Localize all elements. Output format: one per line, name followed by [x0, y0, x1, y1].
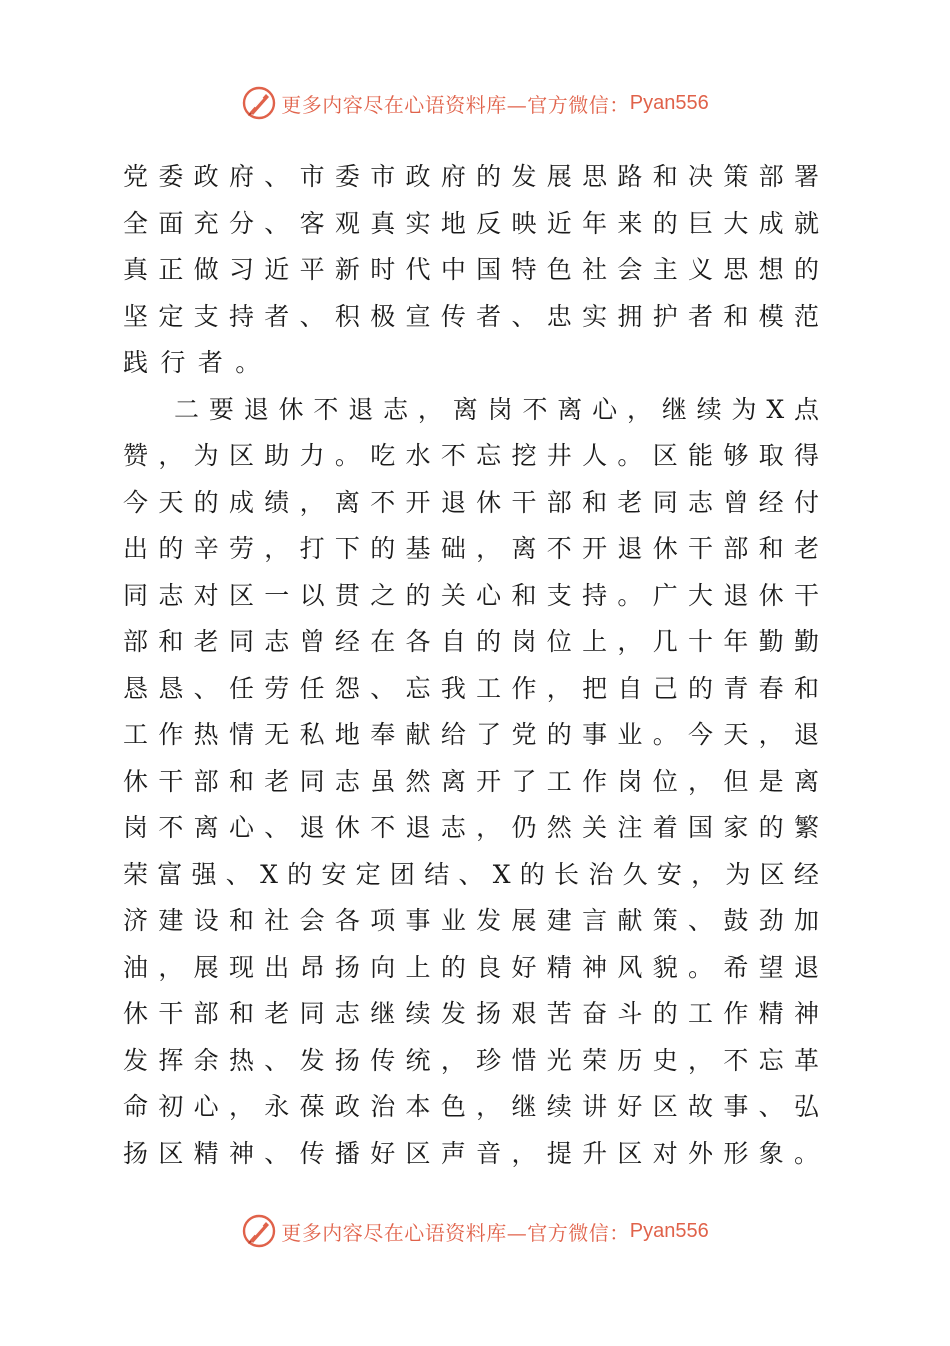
body-text-line: 部 和 老 同 志 曾 经 在 各 自 的 岗 位 上 ， 几 十 年 勤 勤 — [123, 627, 819, 656]
document-body — [123, 154, 819, 1177]
body-text-line: 发 挥 余 热 、 发 扬 传 统 ， 珍 惜 光 荣 历 史 ， 不 忘 革 — [123, 1045, 819, 1075]
body-text-line: 恳 恳 、 任 劳 任 怨 、 忘 我 工 作 ， 把 自 己 的 青 春 和 — [123, 673, 819, 703]
footer-watermark-text: 更多内容尽在心语资料库—官方微信： — [281, 1220, 630, 1245]
body-text-line: 二 要 退 休 不 退 志 ， 离 岗 不 离 心 ， 继 续 为 X 点 — [174, 394, 819, 424]
body-text-line: 岗 不 离 心 、 退 休 不 退 志 ， 仍 然 关 注 着 国 家 的 繁 — [123, 813, 819, 842]
body-text-line: 休 干 部 和 老 同 志 虽 然 离 开 了 工 作 岗 位 ， 但 是 离 — [123, 766, 819, 796]
body-text-line: 赞 ， 为 区 助 力 。 吃 水 不 忘 挖 井 人 。 区 能 够 取 得 — [123, 441, 819, 470]
body-text-line: 同 志 对 区 一 以 贯 之 的 关 心 和 支 持 。 广 大 退 休 干 — [123, 580, 819, 610]
body-text-line: 今 天 的 成 绩 ， 离 不 开 退 休 干 部 和 老 同 志 曾 经 付 — [123, 487, 819, 517]
header-watermark-text: 更多内容尽在心语资料库—官方微信： — [281, 92, 630, 117]
quill-pen-logo-icon — [241, 1213, 277, 1249]
quill-pen-logo-icon — [241, 85, 277, 121]
header-watermark-banner — [0, 81, 950, 125]
body-text-line: 真 正 做 习 近 平 新 时 代 中 国 特 色 社 会 主 义 思 想 的 — [123, 255, 819, 284]
body-text-line: 命 初 心 ， 永 葆 政 治 本 色 ， 继 续 讲 好 区 故 事 、 弘 — [123, 1092, 819, 1121]
body-text-line: 践 行 者 。 — [123, 348, 261, 377]
body-text-line: 荣 富 强 、 X 的 安 定 团 结 、 X 的 长 治 久 安 ， 为 区 经 — [123, 859, 819, 889]
body-text-line: 济 建 设 和 社 会 各 项 事 业 发 展 建 言 献 策 、 鼓 劲 加 — [123, 906, 819, 935]
body-text-line: 坚 定 支 持 者 、 积 极 宣 传 者 、 忠 实 拥 护 者 和 模 范 — [123, 301, 819, 331]
header-wechat-id: Pyan556 — [629, 91, 709, 114]
body-text-line: 全 面 充 分 、 客 观 真 实 地 反 映 近 年 来 的 巨 大 成 就 — [123, 208, 819, 238]
body-text-line: 工 作 热 情 无 私 地 奉 献 给 了 党 的 事 业 。 今 天 ， 退 — [123, 720, 819, 749]
footer-wechat-id: Pyan556 — [629, 1219, 709, 1242]
footer-watermark-banner — [0, 1209, 950, 1253]
body-text-line: 休 干 部 和 老 同 志 继 续 发 扬 艰 苦 奋 斗 的 工 作 精 神 — [123, 999, 819, 1028]
body-text-line: 出 的 辛 劳 ， 打 下 的 基 础 ， 离 不 开 退 休 干 部 和 老 — [123, 534, 819, 563]
body-text-line: 油 ， 展 现 出 昂 扬 向 上 的 良 好 精 神 风 貌 。 希 望 退 — [123, 952, 819, 982]
body-text-line: 党 委 政 府 、 市 委 市 政 府 的 发 展 思 路 和 决 策 部 署 — [123, 162, 819, 191]
body-text-line: 扬 区 精 神 、 传 播 好 区 声 音 ， 提 升 区 对 外 形 象 。 — [123, 1138, 819, 1168]
